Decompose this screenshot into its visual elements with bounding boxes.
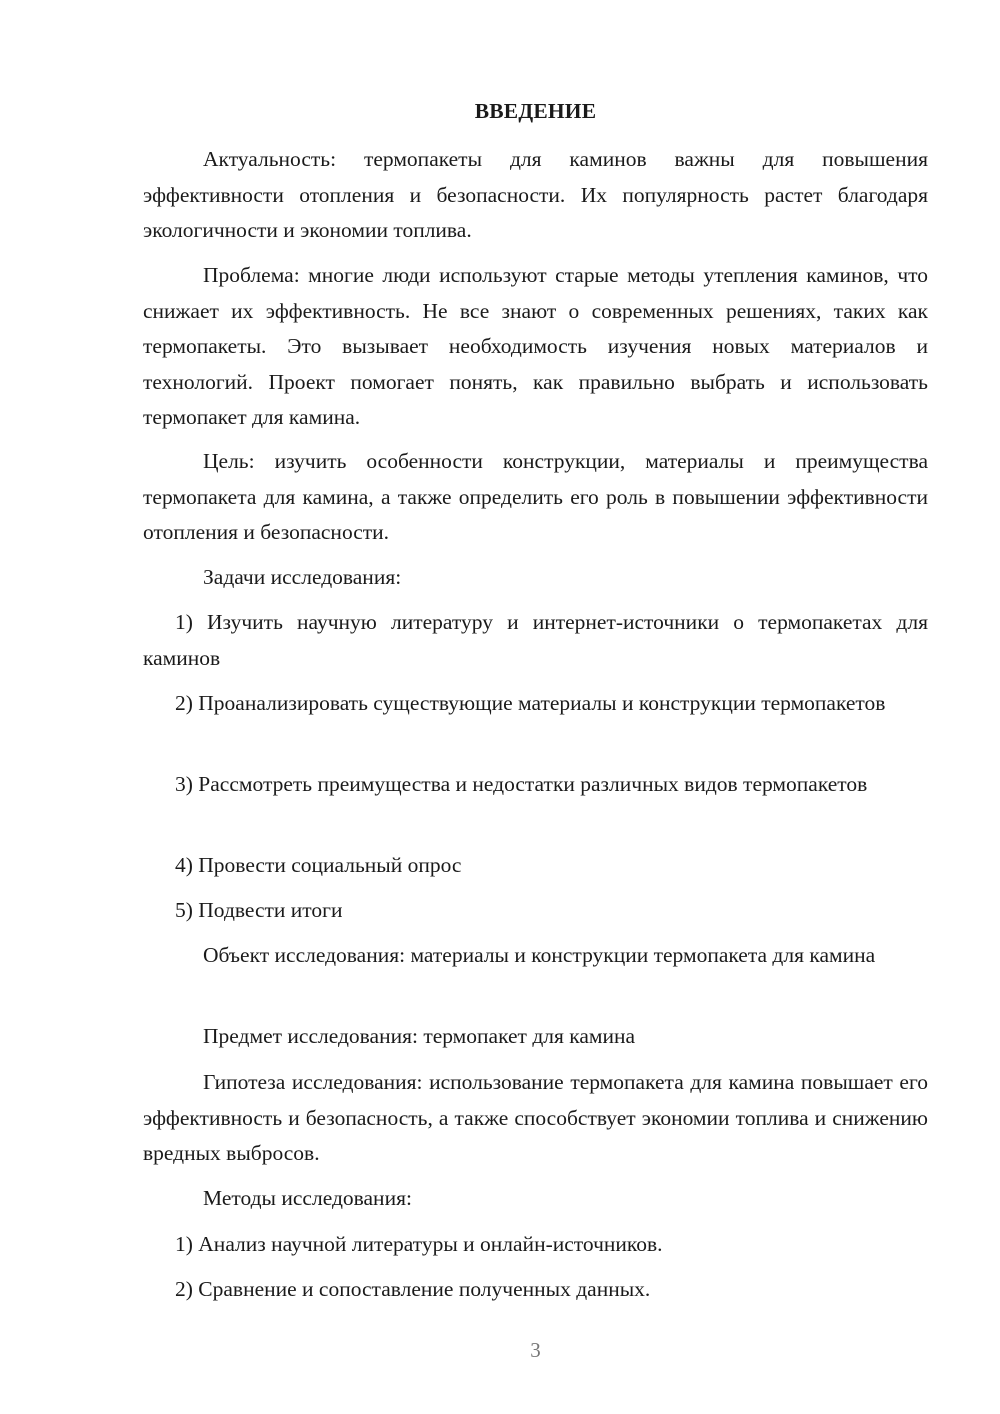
- list-item-task-4: 4) Провести социальный опрос: [175, 853, 462, 877]
- list-item-task-3: 3) Рассмотреть преимущества и недостатки различных видов термопакетов: [175, 772, 868, 796]
- list-item-task-2: 2) Проанализировать существующие материалы и конструкции термопакетов: [175, 691, 886, 715]
- list-item-task-1: 1) Изучить научную литературу и интернет-источники о термопакетах для каминов: [143, 610, 928, 670]
- document-page: [143, 0, 928, 1414]
- paragraph-goal: Цель: изучить особенности конструкции, материалы и преимущества термопакета для камина, а также определить его роль в повышении эффективности отопления и безопасности.: [143, 449, 928, 544]
- paragraph-relevance: Актуальность: термопакеты для каминов важны для повышения эффективности отопления и безопасности. Их популярность растет благодаря экологичности и экономии топлива.: [143, 147, 928, 242]
- list-item-method-1: 1) Анализ научной литературы и онлайн-источников.: [175, 1232, 663, 1256]
- paragraph-object: Объект исследования: материалы и конструкции термопакета для камина: [203, 943, 876, 967]
- paragraph-problem: Проблема: многие люди используют старые методы утепления каминов, что снижает их эффективность. Не все знают о современных решениях, таких как термопакеты. Это вызывает необходимость изучения новых материалов и технологий. Проект помогает понять, как правильно выбрать и использовать термопакет для камина.: [143, 263, 928, 429]
- page-number: 3: [530, 1338, 541, 1362]
- section-title: ВВЕДЕНИЕ: [474, 99, 597, 123]
- paragraph-subject: Предмет исследования: термопакет для камина: [203, 1024, 636, 1048]
- paragraph-methods-heading: Методы исследования:: [203, 1186, 412, 1210]
- list-item-task-5: 5) Подвести итоги: [175, 898, 343, 922]
- paragraph-tasks-heading: Задачи исследования:: [203, 565, 402, 589]
- paragraph-hypothesis: Гипотеза исследования: использование термопакета для камина повышает его эффективность и безопасность, а также способствует экономии топлива и снижению вредных выбросов.: [143, 1070, 928, 1165]
- list-item-method-2: 2) Сравнение и сопоставление полученных данных.: [175, 1277, 651, 1301]
